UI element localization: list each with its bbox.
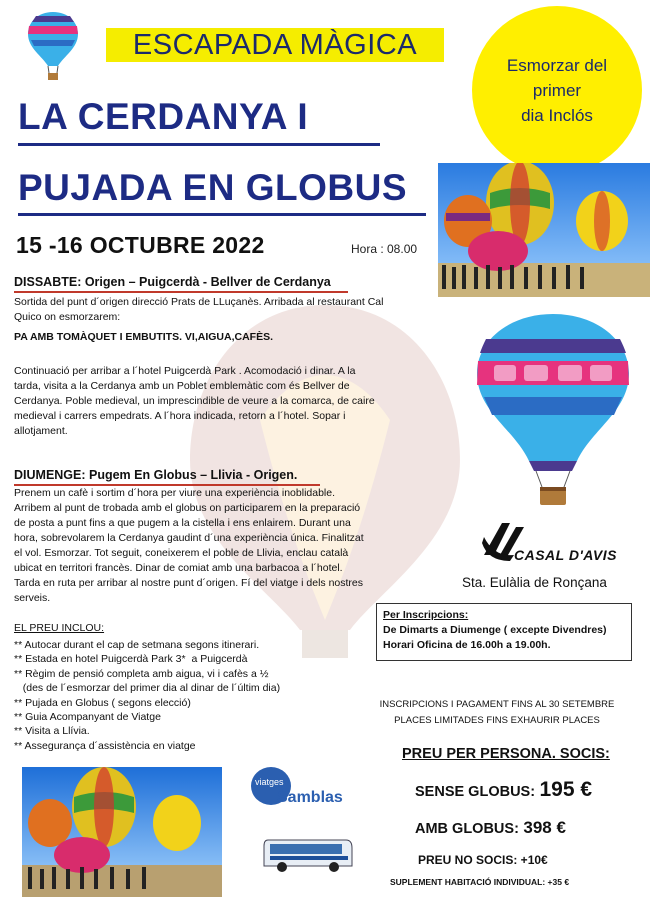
text-line: allotjament. [14,425,68,437]
breakfast-badge [472,6,642,174]
agency-name: Samblas [277,789,343,806]
text-line: Prenem un cafè i sortim d´hora per viure una experiència inoblidable. [14,487,336,499]
list-item: (des de l´esmorzar del primer dia al dinar de l´últim dia) [14,682,281,695]
balloons-field-photo [22,767,222,897]
badge-line: dia Inclós [521,105,593,125]
text-line: serveis. [14,592,51,604]
text-line: medieval i carrers empedrats. A l´hora indicada, retorn a l´hotel. Sopar i [14,410,346,422]
text-line: Quico on esmorzarem: [14,311,121,323]
day1-menu: PA AMB TOMÀQUET I EMBUTITS. VI,AIGUA,CAFÈS. [14,331,274,343]
day2-text [14,486,444,606]
notice-line: PLACES LIMITADES FINS EXHAURIR PLACES [394,715,600,726]
text-line: ubicat en territori francès. Dinar de comiat amb una barbacoa a l´hotel. [14,562,343,574]
text-line: el vol. Esmorzar. Tot seguit, coneixerem el poble de Llivia, enclau català [14,547,349,559]
text-line: de posta a punt fins a que pugem a la cistella i ens enlairem. Durant una [14,517,351,529]
price-label: SENSE GLOBUS: [415,784,536,800]
text-line: Tarda en ruta per arribar al nostre punt d´origen. Fí del viatge i dels nostres [14,577,364,589]
list-item: ** Assegurança d´assistència en viatge [14,739,196,752]
casal-place: Sta. Eulàlia de Ronçana [462,575,607,590]
agency-logo [251,767,353,809]
casal-logo-text: CASAL D'AVIS [514,547,617,563]
notice-line: INSCRIPCIONS I PAGAMENT FINS AL 30 SETEMBRE [379,699,615,710]
text-line: Cerdanya. Poble medieval, un imprescindible de veure a la comarca, de caire [14,395,375,407]
title-line-2: PUJADA EN GLOBUS [18,167,408,208]
list-item: ** Visita a Llívia. [14,725,90,738]
balloon-logo-icon [26,10,80,82]
badge-line: Esmorzar del [506,55,608,75]
inscriptions-box [376,603,632,661]
title-underline [18,213,426,216]
title-line-1: LA CERDANYA I [18,96,309,137]
price-heading: PREU PER PERSONA. SOCIS: [402,746,610,762]
price-value: 195 € [539,778,593,801]
headline-tag: ESCAPADA MÀGICA [106,28,444,62]
bus-icon [262,834,354,874]
list-item: ** Pujada en Globus ( segons elecció) [14,696,191,709]
departure-time: Hora : 08.00 [351,242,418,256]
price-sense-globus [415,778,592,802]
inscriptions-heading: Per Inscripcions: [383,609,469,621]
balloons-crowd-photo [438,163,650,297]
text-line: Sortida del punt d´origen direcció Prats de LLuçanès. Arribada al restaurant Cal [14,296,384,308]
text-line: Continuació per arribar a l´hotel Puigcerdà Park . Acomodació i dinar. A la [14,365,356,377]
list-item: ** Autocar durant el cap de setmana segons itinerari. [14,639,260,651]
list-item: ** Règim de pensió completa amb aigua, vi i cafès a ½ [14,667,269,680]
includes-heading: EL PREU INCLOU: [14,622,105,634]
badge-line: primer [532,80,582,100]
hot-air-balloon-illustration [474,311,632,509]
price-amb-globus [415,818,566,838]
price-value: 398 € [523,818,566,837]
includes-list [14,638,280,753]
day1-text [14,295,424,325]
agency-small-text: viatges [255,777,284,787]
price-no-socis: PREU NO SOCIS: +10€ [418,853,548,867]
registration-notice [352,697,642,729]
list-item: ** Guia Acompanyant de Viatge [14,711,161,724]
inscriptions-days: De Dimarts a Diumenge ( excepte Divendres) [383,624,607,636]
list-item: ** Estada en hotel Puigcerdà Park 3* a Puigcerdà [14,653,248,666]
text-line: hora, sobrevolarem la Cerdanya gaudint d´una experiència única. Finalitzat [14,532,364,544]
trip-date: 15 -16 OCTUBRE 2022 [16,232,265,258]
inscriptions-hours: Horari Oficina de 16.00h a 19.00h. [383,639,551,651]
single-room-supplement: SUPLEMENT HABITACIÓ INDIVIDUAL: +35 € [390,877,570,887]
day1-text-2 [14,364,434,439]
text-line: Arribem al punt de trobada amb el globus on participarem en la preparació [14,502,361,514]
text-line: tarda, visita a la Cerdanya amb un Poblet emblemàtic com és Bellver de [14,380,350,392]
day1-heading: DISSABTE: Origen – Puigcerdà - Bellver de Cerdanya [14,275,331,289]
day2-heading: DIUMENGE: Pugem En Globus – Llivia - Origen. [14,468,298,482]
title-underline [18,143,380,146]
price-label: AMB GLOBUS: [415,821,519,837]
day1-underline [14,291,348,293]
